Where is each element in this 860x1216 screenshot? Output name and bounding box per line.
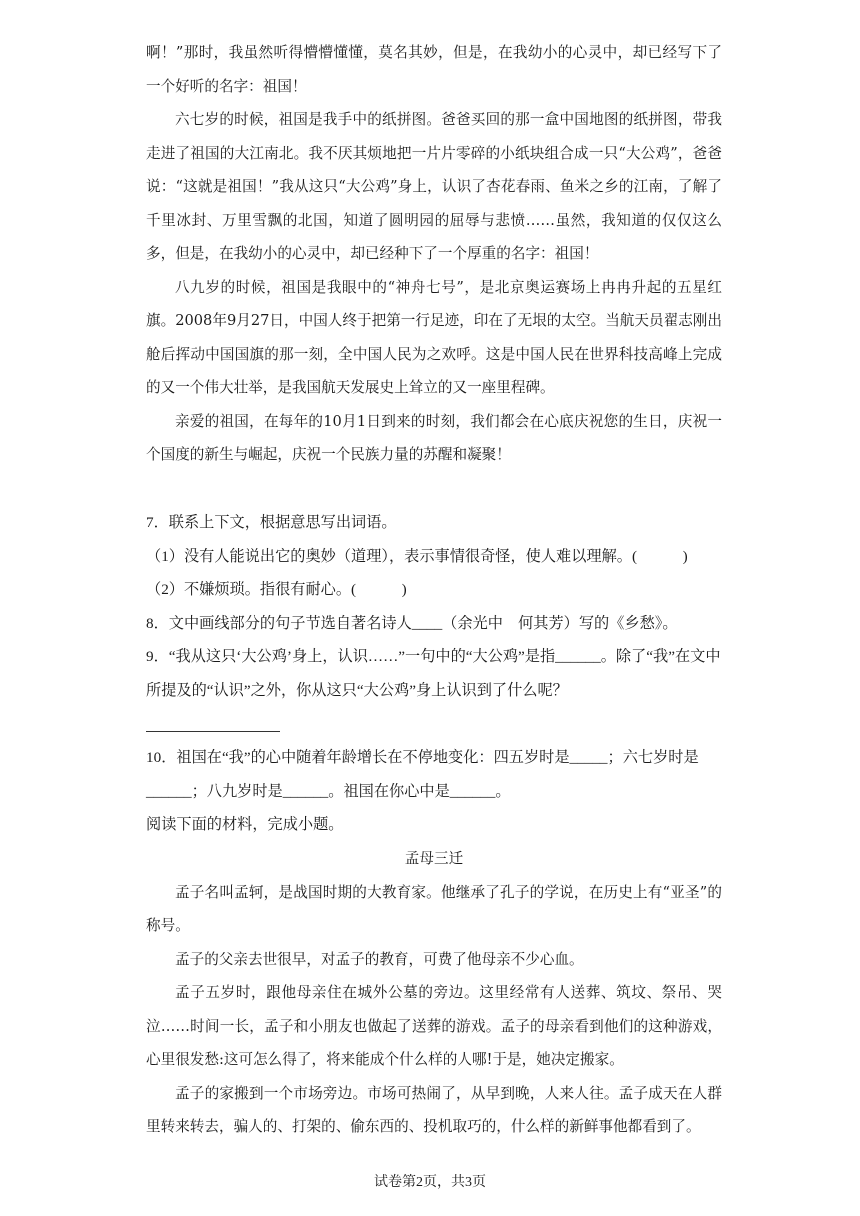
paragraph: 八九岁的时候，祖国是我眼中的“神舟七号”，是北京奥运赛场上冉冉升起的五星红旗。2008年9月27日，中国人终于把第一行足迹，印在了无垠的太空。当航天员翟志刚出舱后挥动中国国旗的那一刻，全中国人民为之欢呼。这是中国人民在世界科技高峰上完成的又一个伟大壮举，是我国航天发展史上耸立的又一座里程碑。 <box>146 278 722 396</box>
paragraph: 孟子名叫孟轲，是战国时期的大教育家。他继承了孔子的学说，在历史上有“亚圣”的称号。 <box>146 883 722 934</box>
paragraph: 孟子的父亲去世很早，对孟子的教育，可费了他母亲不少心血。 <box>175 950 584 968</box>
passage-title: 孟母三迁 <box>404 850 464 867</box>
question-10: 10．祖国在“我”的心中随着年龄增长在不停地变化：四五岁时是_____；六七岁时是______；八九岁时是______。祖国在你心中是______。 <box>146 749 699 800</box>
question-7: 7．联系上下文，根据意思写出词语。 <box>146 514 397 531</box>
answer-line <box>146 731 280 732</box>
reading-intro: 阅读下面的材料，完成小题。 <box>146 816 344 833</box>
paragraph: 啊！”那时，我虽然听得懵懵懂懂，莫名其妙，但是，在我幼小的心灵中，却已经写下了一个好听的名字：祖国！ <box>146 44 722 95</box>
page-footer: 试卷第2页，共3页 <box>374 1175 486 1190</box>
question-7-2: （2）不嫌烦琐。指很有耐心。( ) <box>146 581 407 598</box>
passage-mengmu <box>146 842 722 1144</box>
questions-block <box>146 506 722 707</box>
questions-block-2 <box>146 741 722 842</box>
passage-fatherland <box>146 36 722 472</box>
paragraph: 亲爱的祖国，在每年的10月1日到来的时刻，我们都会在心底庆祝您的生日，庆祝一个国度的新生与崛起，庆祝一个民族力量的苏醒和凝聚！ <box>146 412 722 463</box>
question-7-1: （1）没有人能说出它的奥妙（道理），表示事情很奇怪，使人难以理解。( ) <box>146 547 688 565</box>
question-8: 8．文中画线部分的句子节选自著名诗人____（余光中 何其芳）写的《乡愁》。 <box>146 614 678 632</box>
question-9: 9．“我从这只‘大公鸡’身上，认识……”一句中的“大公鸡”是指______。除了“我”在文中所提及的“认识”之外，你从这只“大公鸡”身上认识到了什么呢？ <box>146 648 721 699</box>
paragraph: 孟子五岁时，跟他母亲住在城外公墓的旁边。这里经常有人送葬、筑坟、祭吊、哭泣……时间一长，孟子和小朋友也做起了送葬的游戏。孟子的母亲看到他们的这种游戏，心里很发愁:这可怎么得了，将来能成个什么样的人哪!于是，她决定搬家。 <box>146 984 722 1068</box>
paragraph: 六七岁的时候，祖国是我手中的纸拼图。爸爸买回的那一盒中国地图的纸拼图，带我走进了祖国的大江南北。我不厌其烦地把一片片零碎的小纸块组合成一只“大公鸡”，爸爸说：“这就是祖国！”我从这只“大公鸡”身上，认识了杏花春雨、鱼米之乡的江南，了解了千里冰封、万里雪飘的北国，知道了圆明园的屈辱与悲愤……虽然，我知道的仅仅这么多，但是，在我幼小的心灵中，却已经种下了一个厚重的名字：祖国！ <box>146 111 722 262</box>
paragraph: 孟子的家搬到一个市场旁边。市场可热闹了，从早到晚，人来人往。孟子成天在人群里转来转去，骗人的、打架的、偷东西的、投机取巧的，什么样的新鲜事他都看到了。 <box>146 1084 722 1135</box>
